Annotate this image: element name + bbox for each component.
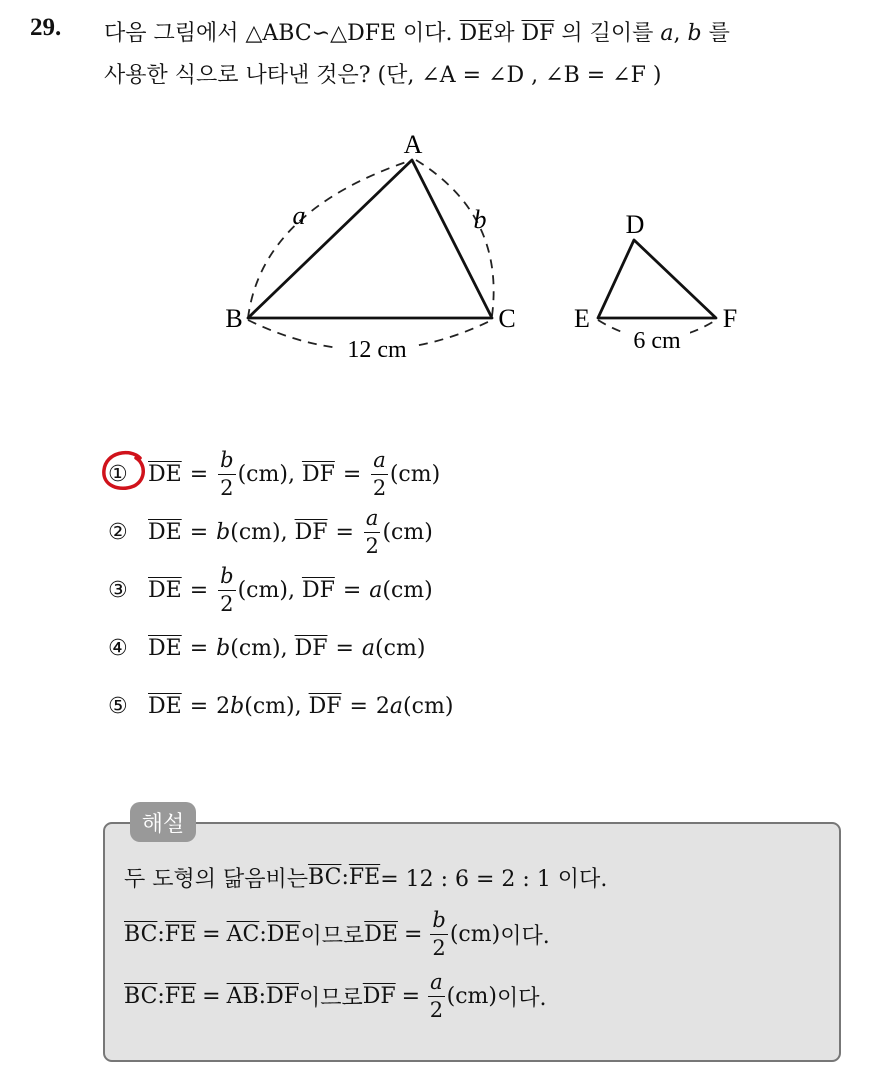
segment-df: $\overline{DF}$ [362, 984, 396, 1009]
label-side-a: a [292, 201, 306, 230]
label-ef-length: 6 cm [633, 328, 681, 354]
option-1[interactable] [108, 447, 441, 500]
solution-line-3 [124, 972, 547, 1021]
option-5-de-unit: (cm), [244, 693, 302, 719]
solution-line-2 [124, 910, 550, 959]
option-3-marker: ③ [108, 577, 128, 603]
label-f-vertex: F [722, 304, 738, 333]
denominator: 2 [365, 533, 379, 558]
ida: 이다. [497, 986, 547, 1011]
solution-tag: 해설 [130, 802, 196, 842]
solution-df-fraction [428, 972, 445, 1021]
unit: (cm) [449, 922, 501, 947]
equals: = [189, 519, 209, 545]
equals: = [189, 693, 209, 719]
option-3-df-unit: (cm) [382, 577, 433, 603]
option-4-df: $\overline{DF}$ [294, 635, 328, 661]
equals: = [335, 635, 354, 661]
label-side-b: b [473, 205, 487, 234]
equals: = [342, 577, 362, 603]
triangle-dfe: △DFE [330, 21, 397, 46]
segment-de: $\overline{DE}$ [266, 922, 301, 947]
option-1-df-fraction [371, 447, 388, 500]
option-2-df: $\overline{DF}$ [294, 519, 328, 545]
segment-ac: $\overline{AC}$ [226, 922, 260, 947]
segment-de: $\overline{DE}$ [459, 21, 494, 46]
option-2-df-unit: (cm) [382, 519, 433, 545]
option-1-df: $\overline{DF}$ [301, 461, 335, 487]
option-5-df-unit: (cm) [403, 693, 454, 719]
solution-de-fraction [430, 910, 447, 959]
numerator: a [364, 508, 381, 533]
segment-df: $\overline{DF}$ [266, 984, 299, 1009]
option-4[interactable] [108, 626, 425, 670]
equals: = [349, 693, 368, 719]
ida: 이다. [500, 924, 550, 949]
equals: = [189, 635, 209, 661]
option-5-de-coef: 2 [216, 693, 231, 719]
segment-fe: $\overline{FE}$ [164, 922, 197, 947]
triangle-abc-shape [248, 160, 492, 318]
label-c-vertex: C [498, 304, 516, 333]
segment-ab: $\overline{AB}$ [226, 984, 259, 1009]
option-2-de-value: b [216, 519, 231, 545]
segment-bc: $\overline{BC}$ [124, 922, 158, 947]
option-1-de: $\overline{DE}$ [148, 461, 182, 487]
option-5-de-value: b [230, 693, 245, 719]
imeuro: 이므로 [300, 924, 365, 949]
label-e-vertex: E [574, 304, 590, 333]
option-4-df-unit: (cm) [375, 635, 426, 661]
option-3-de: $\overline{DE}$ [148, 577, 182, 603]
ratio-colon: : [259, 922, 267, 947]
question-prefix: 다음 그림에서 [104, 21, 246, 46]
ratio-colon: : [258, 984, 267, 1009]
unit: (cm) [446, 984, 497, 1009]
equals: = [189, 577, 209, 603]
option-2-de-unit: (cm), [230, 519, 288, 545]
numerator: b [430, 910, 447, 935]
arc-b [416, 160, 494, 316]
segment-fe: $\overline{FE}$ [348, 865, 381, 890]
option-2-marker: ② [108, 519, 128, 545]
option-2-de: $\overline{DE}$ [148, 519, 182, 545]
question-text-line1 [104, 16, 730, 47]
option-1-de-unit: (cm), [237, 461, 295, 487]
numerator: b [218, 450, 235, 475]
numerator: b [218, 566, 235, 591]
ratio-colon: : [157, 984, 165, 1009]
particle-reul: 를 [701, 21, 730, 46]
triangle-def-shape [598, 240, 716, 318]
question-mid: 이다. [396, 21, 460, 46]
numerator: a [371, 450, 388, 475]
denominator: 2 [220, 475, 234, 500]
option-3-de-fraction [218, 563, 235, 616]
option-1-marker: ① [108, 461, 128, 487]
option-5-de: $\overline{DE}$ [148, 693, 182, 719]
question-number: 29. [30, 14, 62, 41]
segment-de: $\overline{DE}$ [364, 922, 398, 947]
ratio-result: = 12 : 6 = 2 : 1 이다. [380, 867, 608, 892]
option-1-de-fraction [218, 447, 235, 500]
denominator: 2 [432, 936, 446, 960]
particle-ui: 의 길이를 [554, 21, 661, 46]
var-a: a [660, 21, 674, 46]
segment-bc: $\overline{BC}$ [124, 984, 158, 1009]
similar-symbol: ∽ [311, 21, 331, 46]
equals: = [342, 461, 362, 487]
option-5-df: $\overline{DF}$ [308, 693, 342, 719]
option-3-df-value: a [369, 577, 383, 603]
segment-df: $\overline{DF}$ [521, 21, 555, 46]
option-1-df-unit: (cm) [389, 461, 441, 487]
denominator: 2 [220, 591, 234, 616]
comma: , [673, 21, 688, 46]
label-d-vertex: D [625, 210, 645, 239]
option-4-df-value: a [361, 635, 376, 661]
equals: = [189, 461, 209, 487]
label-bc-length: 12 cm [347, 337, 407, 363]
label-a-vertex: A [403, 130, 423, 159]
solution-line-1 [124, 862, 607, 893]
option-3-de-unit: (cm), [237, 577, 295, 603]
option-5-df-coef: 2 [375, 693, 390, 719]
option-4-de: $\overline{DE}$ [148, 635, 182, 661]
option-2-df-fraction [364, 505, 381, 558]
option-3[interactable] [108, 563, 433, 616]
equals: = [202, 922, 221, 947]
var-b: b [687, 21, 702, 46]
denominator: 2 [372, 475, 387, 500]
solution-prefix: 두 도형의 닮음비는 [124, 867, 309, 892]
denominator: 2 [429, 998, 444, 1022]
option-4-de-value: b [216, 635, 231, 661]
imeuro: 이므로 [299, 986, 363, 1011]
option-4-de-unit: (cm), [230, 635, 288, 661]
equals: = [202, 984, 221, 1009]
option-3-df: $\overline{DF}$ [301, 577, 335, 603]
option-5-marker: ⑤ [108, 693, 128, 719]
ratio-colon: : [341, 865, 349, 890]
question-text-line2: 사용한 식으로 나타낸 것은? (단, ∠A = ∠D , ∠B = ∠F ) [104, 63, 662, 88]
equals: = [335, 519, 354, 545]
ratio-colon: : [157, 922, 165, 947]
option-5[interactable] [108, 684, 453, 728]
equals: = [403, 922, 423, 947]
option-2[interactable] [108, 505, 433, 558]
segment-fe: $\overline{FE}$ [164, 984, 197, 1009]
option-4-marker: ④ [108, 635, 128, 661]
triangle-figure [0, 110, 884, 380]
label-b-vertex: B [225, 304, 243, 333]
equals: = [401, 984, 421, 1009]
option-5-df-value: a [389, 693, 404, 719]
triangle-abc: △ABC [245, 21, 312, 46]
particle-wa: 와 [493, 21, 522, 46]
numerator: a [428, 972, 445, 997]
segment-bc: $\overline{BC}$ [308, 865, 342, 890]
